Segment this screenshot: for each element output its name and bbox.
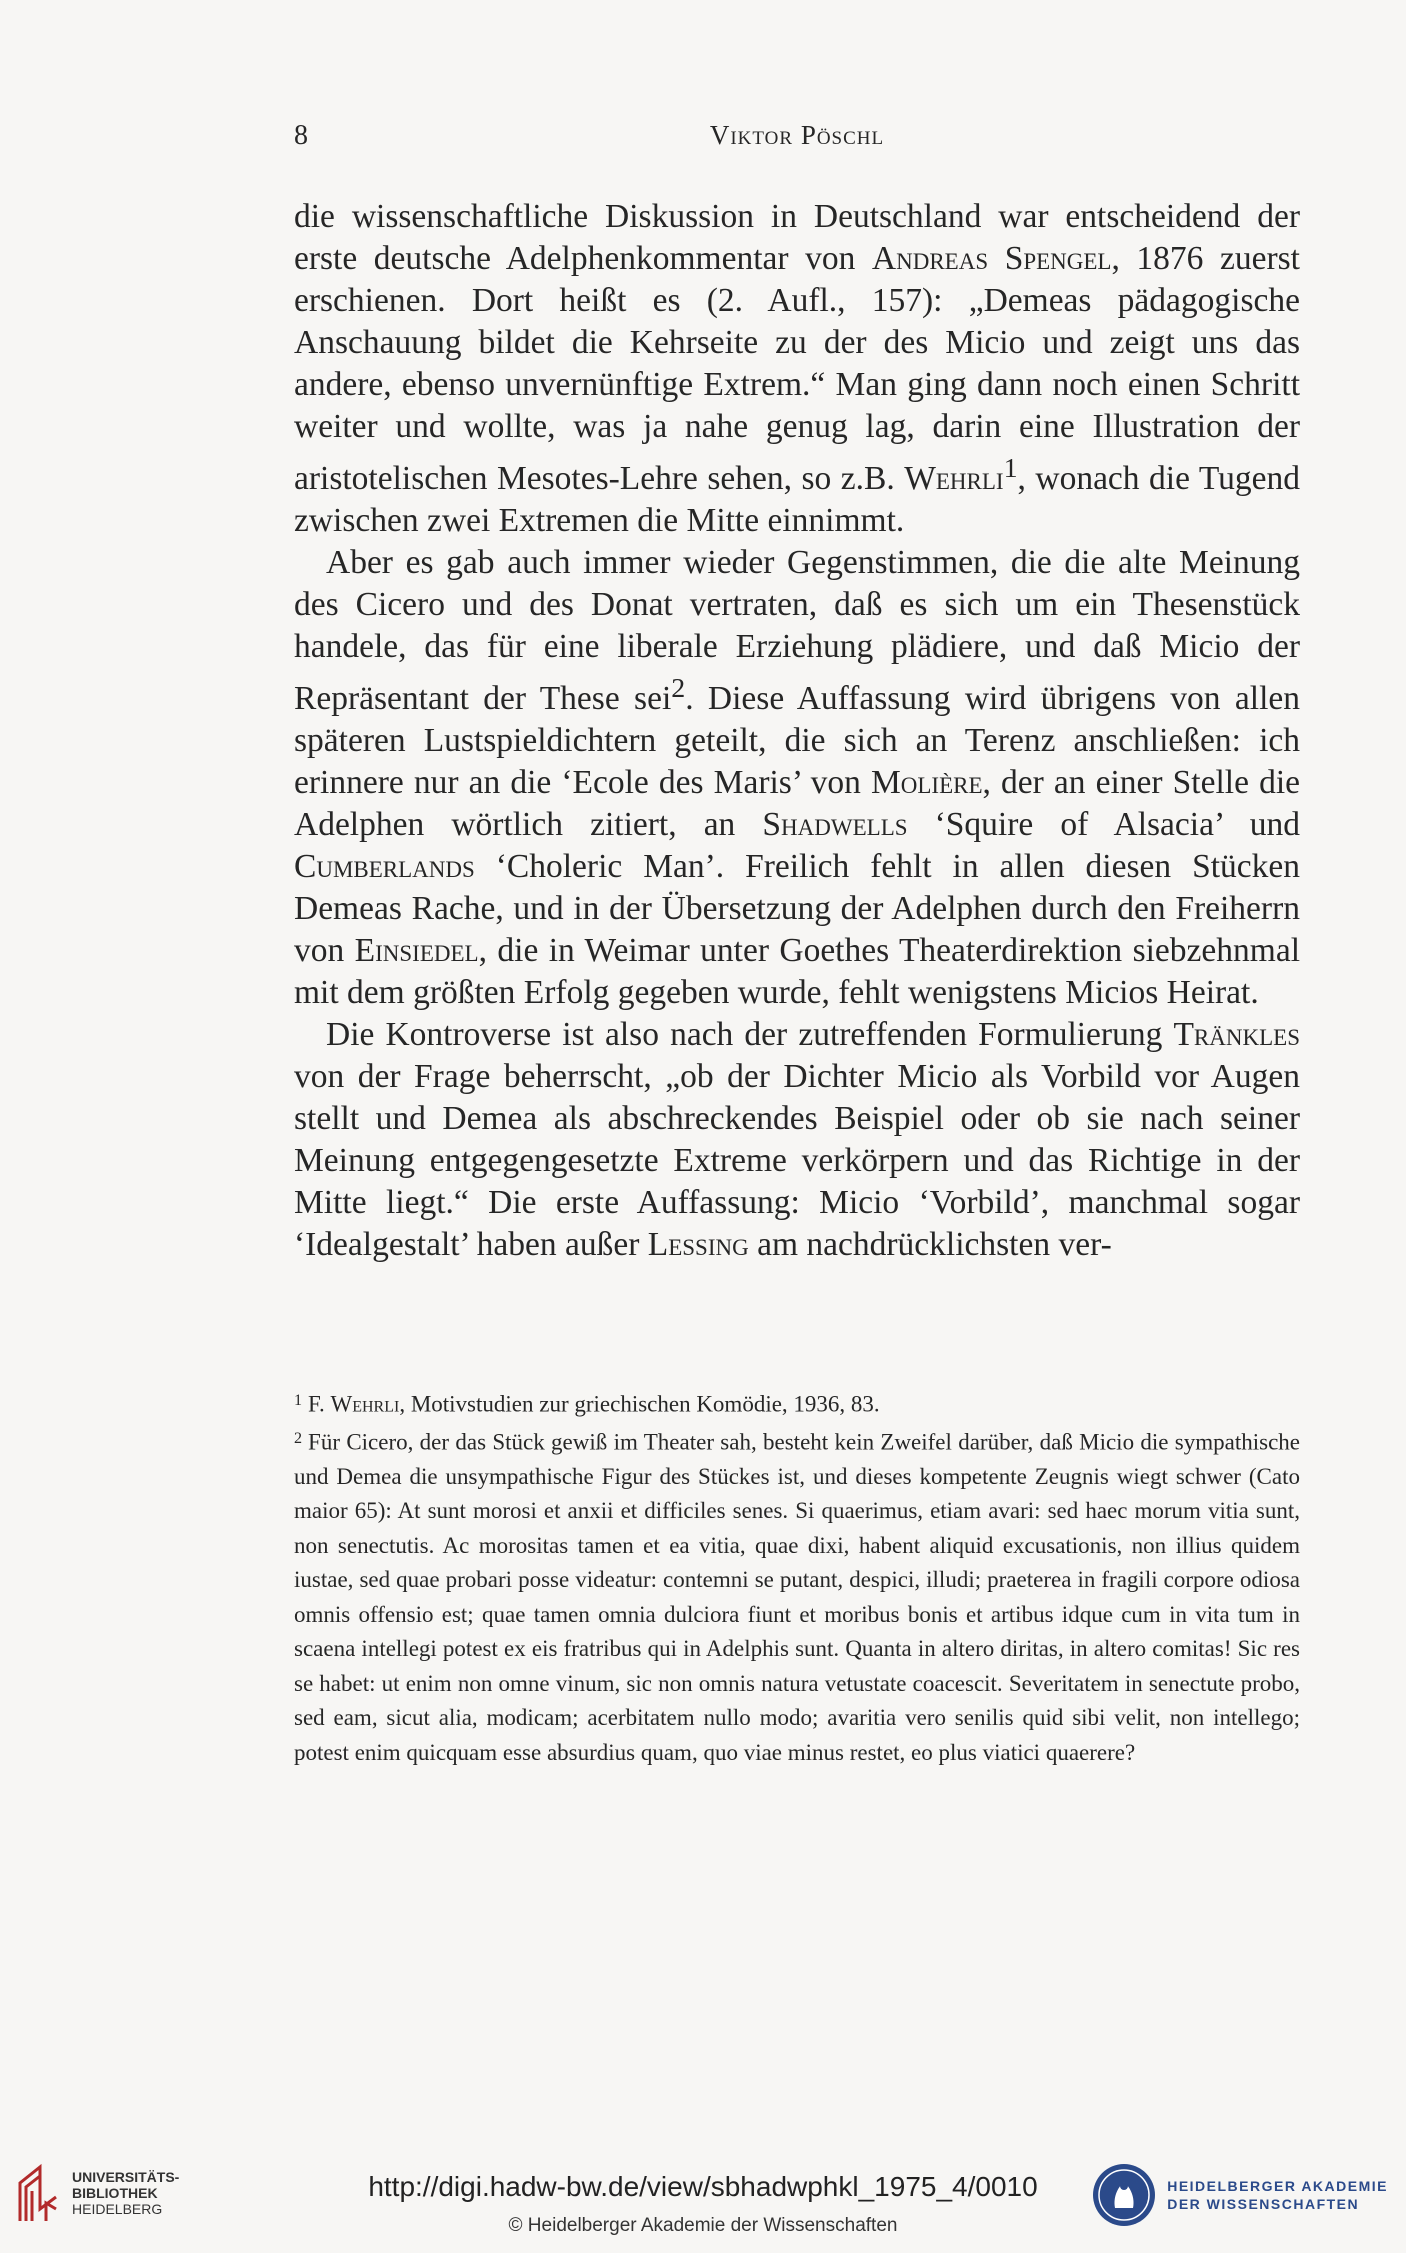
footnote-ref: 2	[671, 673, 686, 705]
page-number: 8	[294, 120, 308, 151]
permalink-url[interactable]: http://digi.hadw-bw.de/view/sbhadwphkl_1975_4/0010	[368, 2171, 1038, 2202]
author-name: Shadwells	[762, 806, 908, 844]
text-run: Aber es gab auch immer wieder Gegenstimmen, die die alte Meinung des Cicero und des Donat vertraten, daß es sich um ein Thesenstück handele, das für eine liberale Erziehung plädiere, und daß Micio der Repräsentant der These sei	[294, 544, 1300, 718]
text-run: , 1876 zuerst erschienen. Dort heißt es (2. Aufl., 157): „Demeas pädagogische Anschauung bildet die Kehrseite zu der des Micio und zeigt uns das andere, ebenso unvernünftige Extrem.“ Man ging dann noch einen Schritt weiter und wollte, was ja nahe genug lag, darin eine Illustration der aristotelischen Mesotes-Lehre sehen, so z.B.	[294, 240, 1300, 498]
paragraph-2	[294, 542, 1300, 1014]
text-run: Für Cicero, der das Stück gewiß im Theater sah, besteht kein Zweifel darüber, daß Micio die sympathische und Demea die unsympathische Figur des Stückes ist, und dieses kompetente Zeugnis wiegt schwer (Cato maior 65): At sunt morosi et anxii et difficiles senes. Si quaerimus, etiam avari: sed haec morum vitia sunt, non senectutis. Ac morositas tamen et ea vitia, quae dixi, habent aliquid excusationis, non illius quidem iustae, sed quae probari posse videatur: contemni se putant, despici, illudi; praeterea in fragili corpore odiosa omnis offensio est; quae tamen omnia dulciora fiunt et moribus bonis et artibus idque cum in vita tum in scaena intellegi potest ex eis fratribus qui in Adelphis sunt. Quanta in altero diritas, in altero comitas! Sic res se habet: ut enim non omne vinum, sic non omnis natura vetustate coacescit. Severitatem in senectute probo, sed eam, sicut alia, modicam; acerbitatem nullo modo; avaritia vero senilis quid sibi velit, non intellego; potest enim quicquam esse absurdius quam, quo viae minus restet, eo plus viatici quaerere?	[294, 1429, 1300, 1765]
text-run: , wonach die Tugend zwischen zwei Extremen die Mitte einnimmt.	[294, 460, 1300, 540]
text-run: ‘Squire of Alsacia’ und	[907, 806, 1300, 844]
author-name: Molière	[870, 764, 983, 802]
copyright-notice: © Heidelberger Akademie der Wissenschaften	[508, 2215, 898, 2236]
text-run: F.	[308, 1391, 331, 1417]
author-name: Andreas Spengel	[871, 240, 1112, 277]
text-run: , Motivstudien zur griechischen Komödie, 1936, 83.	[399, 1391, 880, 1417]
author-name: Tränkles	[1173, 1016, 1300, 1054]
ub-line-2: BIBLIOTHEK	[72, 2185, 158, 2201]
text-run: die wissenschaftliche Diskussion in Deutschland war entscheidend der erste deutsche Adelphenkommentar von	[294, 198, 1300, 277]
text-run: Die Kontroverse ist also nach der zutreffenden Formulierung	[326, 1016, 1174, 1054]
text-run: von der Frage beherrscht, „ob der Dichter Micio als Vorbild vor Augen stellt und Demea als abschreckendes Beispiel oder ob sie nach seiner Meinung entgegengesetzte Extreme verkörpern und das Richtige in der Mitte liegt.“ Die erste Auffassung: Micio ‘Vorbild’, manchmal sogar ‘Idealgestalt’ haben außer	[294, 1058, 1300, 1264]
footnote-1	[294, 1384, 1300, 1422]
hadw-line-1: HEIDELBERGER AKADEMIE	[1167, 2178, 1388, 2194]
page-footer	[0, 2153, 1406, 2253]
text-run: , die in Weimar unter Goethes Theaterdirektion siebzehnmal mit dem größten Erfolg gegeben wurde, fehlt wenigstens Micios Heirat.	[294, 932, 1300, 1012]
text-run: am nachdrücklichsten ver-	[748, 1226, 1112, 1264]
ub-line-3: HEIDELBERG	[72, 2201, 163, 2217]
running-head: Viktor Pöschl	[709, 120, 885, 150]
text-run: . Diese Auffassung wird übrigens von allen späteren Lustspieldichtern geteilt, die sich an Terenz anschließen: ich erinnere nur an die ‘Ecole des Maris’ von	[294, 680, 1300, 802]
text-run: , der an einer Stelle die Adelphen wörtlich zitiert, an	[294, 764, 1301, 844]
author-name: Einsiedel	[354, 932, 479, 970]
footnotes	[294, 1384, 1300, 1770]
hadw-line-2: DER WISSENSCHAFTEN	[1167, 2196, 1360, 2212]
hadw-wordmark	[1167, 2177, 1388, 2213]
footnote-marker: 1	[294, 1392, 303, 1409]
main-text	[294, 196, 1300, 1266]
author-name: Wehrli	[330, 1391, 400, 1417]
page-header	[294, 120, 1300, 160]
hadw-seal-icon	[1091, 2162, 1157, 2228]
author-name: Wehrli	[904, 460, 1004, 498]
author-name: Lessing	[647, 1226, 749, 1264]
footnote-marker: 2	[294, 1429, 303, 1447]
footnote-ref: 1	[1003, 453, 1018, 484]
ub-line-1: UNIVERSITÄTS-	[72, 2169, 180, 2185]
author-name: Cumberlands	[294, 848, 475, 886]
paragraph-3	[294, 1014, 1300, 1266]
hadw-logo	[1091, 2163, 1388, 2227]
paragraph-1	[294, 196, 1300, 542]
text-run: ‘Choleric Man’. Freilich fehlt in allen diesen Stücken Demeas Rache, und in der Übersetzung der Adelphen durch den Freiherrn von	[294, 848, 1300, 970]
footnote-2	[294, 1422, 1300, 1770]
